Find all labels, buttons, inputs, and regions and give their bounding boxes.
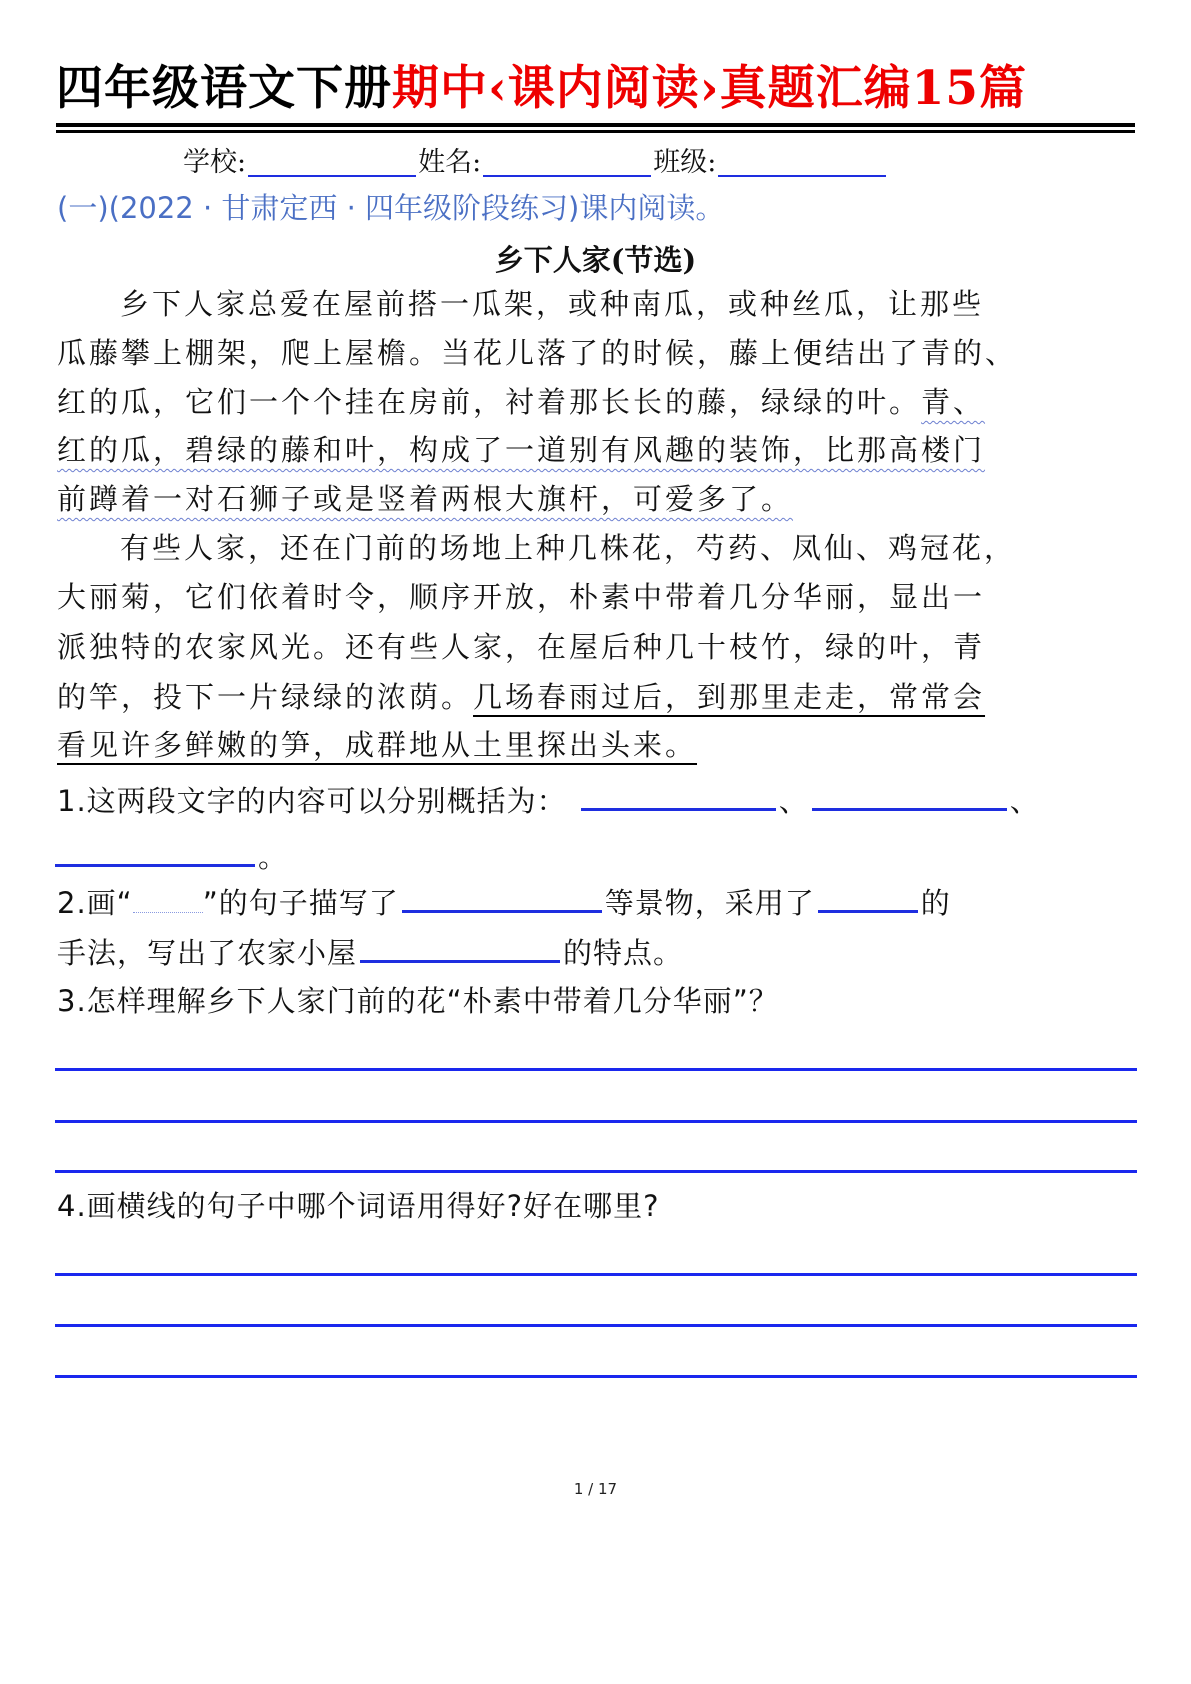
document-title: [56, 58, 1136, 120]
period: 。: [258, 840, 289, 874]
answer-line[interactable]: [55, 1068, 1137, 1071]
title-rule-thin: [56, 130, 1135, 133]
wavy-underlined-text: 前蹲着一对石狮子或是竖着两根大旗杆，可爱多了。: [57, 482, 794, 516]
section-heading: (一)(2022 · 甘肃定西 · 四年级阶段练习)课内阅读。: [57, 191, 725, 225]
paragraph2-line: 有些人家，还在门前的场地上种几株花，芍药、凤仙、鸡冠花，: [120, 531, 1017, 565]
question-1-number: 1.: [57, 784, 87, 818]
class-field[interactable]: [718, 145, 886, 177]
question-2-number: 2.: [57, 886, 87, 920]
paragraph2-line: 大丽菊，它们依着时令，顺序开放，朴素中带着几分华丽，显出一: [57, 580, 986, 614]
question-2-text: ”的句子描写了: [202, 886, 399, 920]
question-1: [57, 778, 1040, 821]
answer-line[interactable]: [55, 1324, 1137, 1327]
title-rule-thick: [56, 123, 1135, 127]
question-2-text: 画“: [86, 886, 133, 920]
wavy-underlined-text: 红的瓜，碧绿的藤和叶，构成了一道别有风趣的装饰，比那高楼门: [57, 433, 986, 467]
paragraph1-line: [57, 479, 793, 519]
question-1-text: 这两段文字的内容可以分别概括为：: [86, 784, 567, 818]
paragraph1-line: 瓜藤攀上棚架，爬上屋檐。当花儿落了的时候，藤上便结出了青的、: [57, 336, 1018, 370]
class-label: 班级:: [653, 147, 717, 178]
answer-blank-2b[interactable]: [818, 880, 918, 913]
paragraph2-line: [57, 725, 697, 765]
separator: 、: [778, 784, 809, 818]
question-3-text: 怎样理解乡下人家门前的花“朴素中带着几分华丽”？: [86, 984, 779, 1018]
name-field[interactable]: [483, 145, 651, 177]
wavy-underlined-text: 青、: [921, 385, 986, 419]
title-red-part: 期中‹课内阅读›真题汇编15篇: [392, 61, 1027, 116]
answer-blank-1c[interactable]: [55, 834, 255, 867]
paragraph2-line: 派独特的农家风光。还有些人家，在屋后种几十枝竹，绿的叶，青: [57, 630, 986, 664]
answer-blank-1b[interactable]: [812, 778, 1007, 811]
question-2-text: 等景物，采用了: [604, 886, 815, 920]
question-3: [57, 981, 779, 1021]
paragraph1-line: [57, 430, 985, 470]
student-info-row: [183, 143, 888, 183]
question-1-continued: [57, 834, 288, 877]
paragraph2-line: [57, 677, 985, 717]
answer-line[interactable]: [55, 1273, 1137, 1276]
answer-line[interactable]: [55, 1375, 1137, 1378]
paragraph1-text: 红的瓜，它们一个个挂在房前，衬着那长长的藤，绿绿的叶。: [57, 385, 922, 419]
question-3-number: 3.: [57, 984, 87, 1018]
question-4-number: 4.: [57, 1189, 87, 1223]
paragraph1-line: [57, 382, 985, 422]
question-2-continued: [57, 930, 683, 973]
question-2-text: 手法，写出了农家小屋: [57, 936, 358, 970]
separator: 、: [1009, 784, 1040, 818]
question-2: [57, 880, 951, 923]
underlined-sentence: 几场春雨过后，到那里走走，常常会: [473, 680, 986, 714]
school-field[interactable]: [248, 145, 416, 177]
answer-line[interactable]: [55, 1120, 1137, 1123]
answer-blank-2a[interactable]: [402, 880, 602, 913]
answer-blank-1a[interactable]: [581, 778, 776, 811]
question-2-text: 的特点。: [563, 936, 684, 970]
question-4: [57, 1186, 659, 1226]
quote-blank: [133, 884, 203, 913]
name-label: 姓名:: [418, 147, 482, 178]
paragraph2-text: 的竿，投下一片绿绿的浓荫。: [57, 680, 474, 714]
school-label: 学校:: [183, 147, 247, 178]
answer-line[interactable]: [55, 1170, 1137, 1173]
question-4-text: 画横线的句子中哪个词语用得好?好在哪里?: [86, 1189, 660, 1223]
answer-blank-2c[interactable]: [360, 930, 560, 963]
page-number: 1 / 17: [573, 1480, 618, 1498]
title-black-part: 四年级语文下册: [56, 61, 392, 116]
underlined-sentence: 看见许多鲜嫩的笋，成群地从土里探出头来。: [57, 728, 698, 762]
paragraph1-line: 乡下人家总爱在屋前搭一瓜架，或种南瓜，或种丝瓜，让那些: [120, 287, 985, 321]
article-title: 乡下人家(节选): [494, 243, 697, 277]
question-2-text: 的: [920, 886, 951, 920]
